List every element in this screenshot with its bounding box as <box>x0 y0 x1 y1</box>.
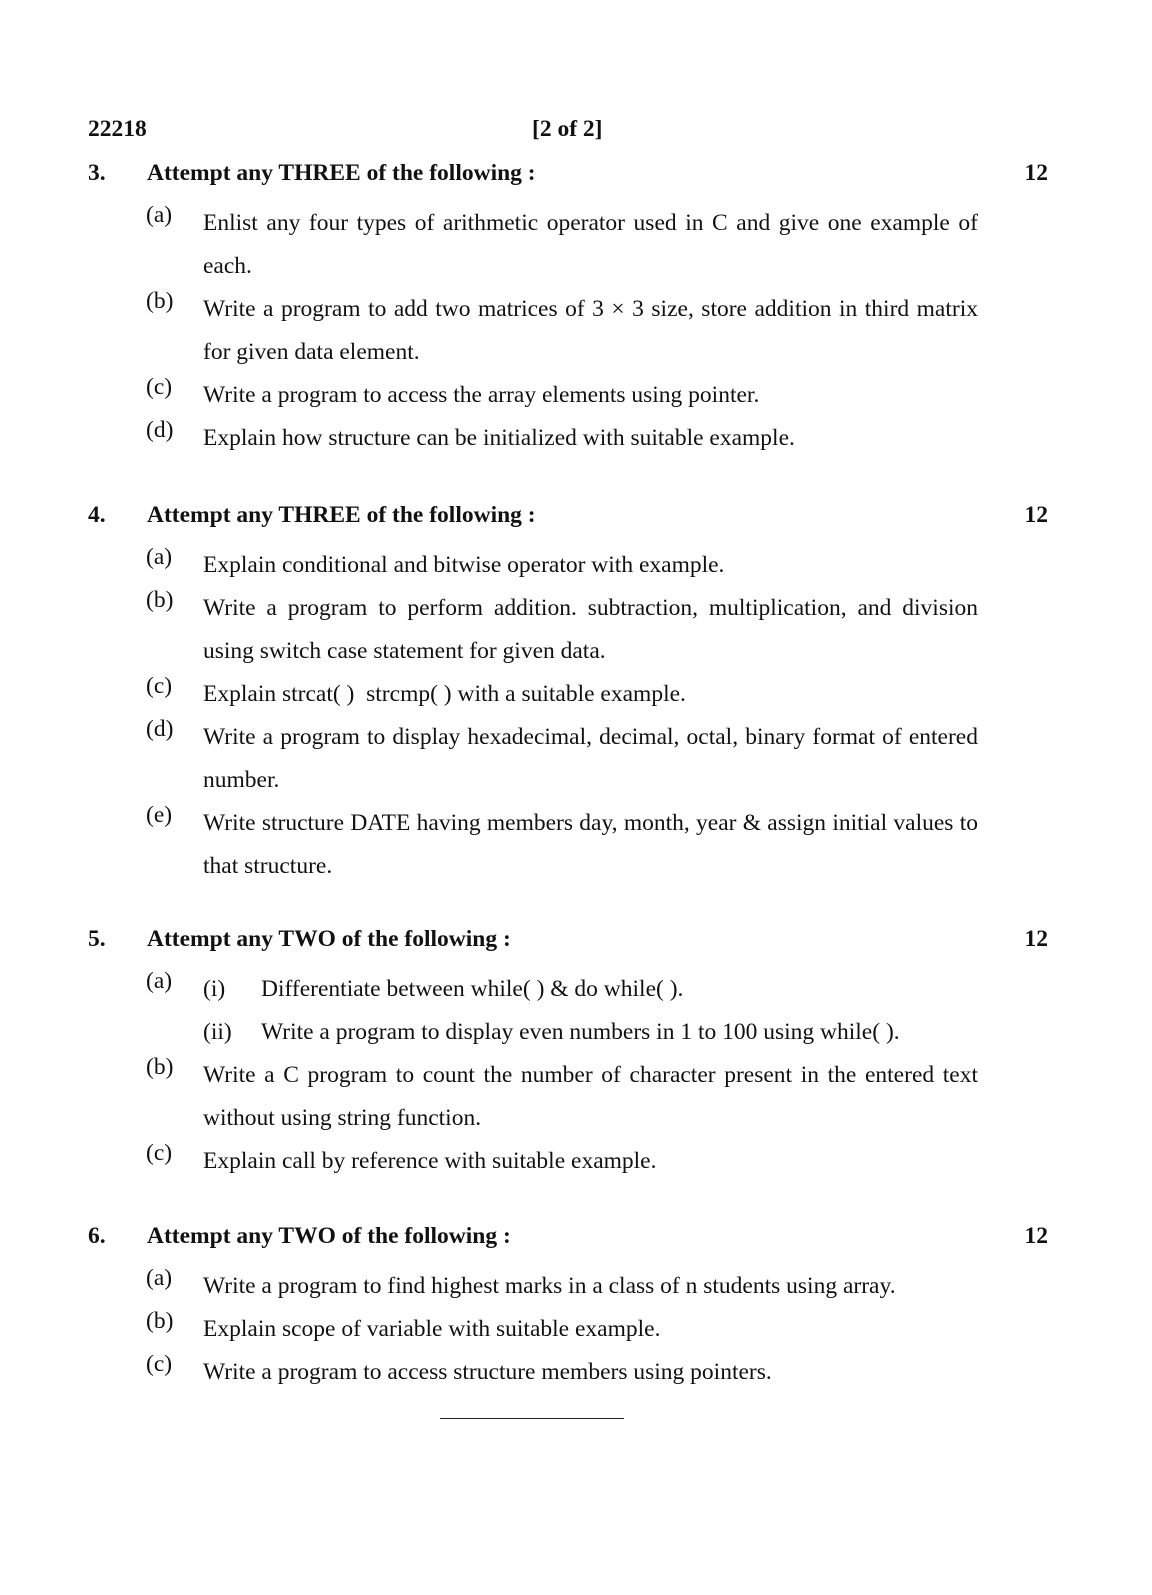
question-marks: 12 <box>1024 926 1048 952</box>
question-part <box>146 587 978 673</box>
part-text: Write a C program to count the number of character present in the entered text without using string function. <box>203 1062 978 1131</box>
part-text: Explain scope of variable with suitable example. <box>203 1316 661 1342</box>
part-label: (d) <box>146 417 174 443</box>
question-3 <box>88 160 1048 460</box>
question-part <box>146 716 978 802</box>
question-title: Attempt any THREE of the following : <box>147 502 536 528</box>
subpart-text: Write a program to display even numbers in 1 to 100 using while( ). <box>261 1019 900 1045</box>
question-marks: 12 <box>1024 160 1048 186</box>
subparts <box>203 968 978 1054</box>
part-text: Write a program to find highest marks in a class of n students using array. <box>203 1273 896 1299</box>
part-label: (b) <box>146 288 174 314</box>
subpart <box>203 968 978 1011</box>
part-label: (c) <box>146 374 173 400</box>
question-part <box>146 202 978 288</box>
part-label: (a) <box>146 968 173 994</box>
question-part <box>146 1308 978 1351</box>
part-label: (a) <box>146 544 173 570</box>
part-label: (a) <box>146 1265 173 1291</box>
question-part <box>146 288 978 374</box>
part-label: (c) <box>146 673 173 699</box>
part-label: (c) <box>146 1351 173 1377</box>
question-title: Attempt any THREE of the following : <box>147 160 536 186</box>
part-label: (b) <box>146 1054 174 1080</box>
part-text: Write a program to access the array elements using pointer. <box>203 382 760 408</box>
question-title: Attempt any TWO of the following : <box>147 1223 511 1249</box>
part-label: (d) <box>146 716 174 742</box>
question-part <box>146 802 978 888</box>
subpart-text: Differentiate between while( ) & do while( ). <box>261 976 684 1002</box>
part-text: Explain conditional and bitwise operator with example. <box>203 552 725 578</box>
question-header <box>88 502 1048 544</box>
question-6 <box>88 1223 1048 1394</box>
question-marks: 12 <box>1024 502 1048 528</box>
part-label: (e) <box>146 802 173 828</box>
part-text: Enlist any four types of arithmetic operator used in C and give one example of each. <box>203 210 978 279</box>
part-text: Write a program to perform addition. subtraction, multiplication, and division using switch case statement for given data. <box>203 595 978 664</box>
question-part <box>146 1054 978 1140</box>
question-number: 5. <box>88 926 106 952</box>
part-label: (a) <box>146 202 173 228</box>
question-part <box>146 544 978 587</box>
question-marks: 12 <box>1024 1223 1048 1249</box>
question-number: 3. <box>88 160 106 186</box>
question-part <box>146 1140 978 1183</box>
part-text: Write structure DATE having members day, month, year & assign initial values to that structure. <box>203 810 978 879</box>
part-text: Write a program to add two matrices of 3 × 3 size, store addition in third matrix for given data element. <box>203 296 978 365</box>
part-text: Explain how structure can be initialized with suitable example. <box>203 425 795 451</box>
subpart-label: (i) <box>203 976 226 1002</box>
question-header <box>88 926 1048 968</box>
part-label: (b) <box>146 1308 174 1334</box>
question-title: Attempt any TWO of the following : <box>147 926 511 952</box>
question-part <box>146 673 978 716</box>
question-part <box>146 374 978 417</box>
question-5 <box>88 926 1048 1183</box>
question-part <box>146 1265 978 1308</box>
question-part <box>146 968 978 1054</box>
subpart-label: (ii) <box>203 1019 232 1045</box>
question-4 <box>88 502 1048 888</box>
question-number: 6. <box>88 1223 106 1249</box>
part-label: (b) <box>146 587 174 613</box>
part-text: Explain strcat( ) strcmp( ) with a suitable example. <box>203 681 686 707</box>
part-text: Write a program to display hexadecimal, decimal, octal, binary format of entered number. <box>203 724 978 793</box>
question-part <box>146 417 978 460</box>
page-number: [2 of 2] <box>532 116 603 142</box>
part-label: (c) <box>146 1140 173 1166</box>
subpart <box>203 1011 978 1054</box>
question-number: 4. <box>88 502 106 528</box>
page-header <box>88 116 1048 146</box>
paper-code: 22218 <box>88 116 147 142</box>
part-text: Explain call by reference with suitable example. <box>203 1148 657 1174</box>
question-part <box>146 1351 978 1394</box>
part-text: Write a program to access structure members using pointers. <box>203 1359 772 1385</box>
end-of-paper-line <box>440 1418 624 1419</box>
question-header <box>88 160 1048 202</box>
question-header <box>88 1223 1048 1265</box>
